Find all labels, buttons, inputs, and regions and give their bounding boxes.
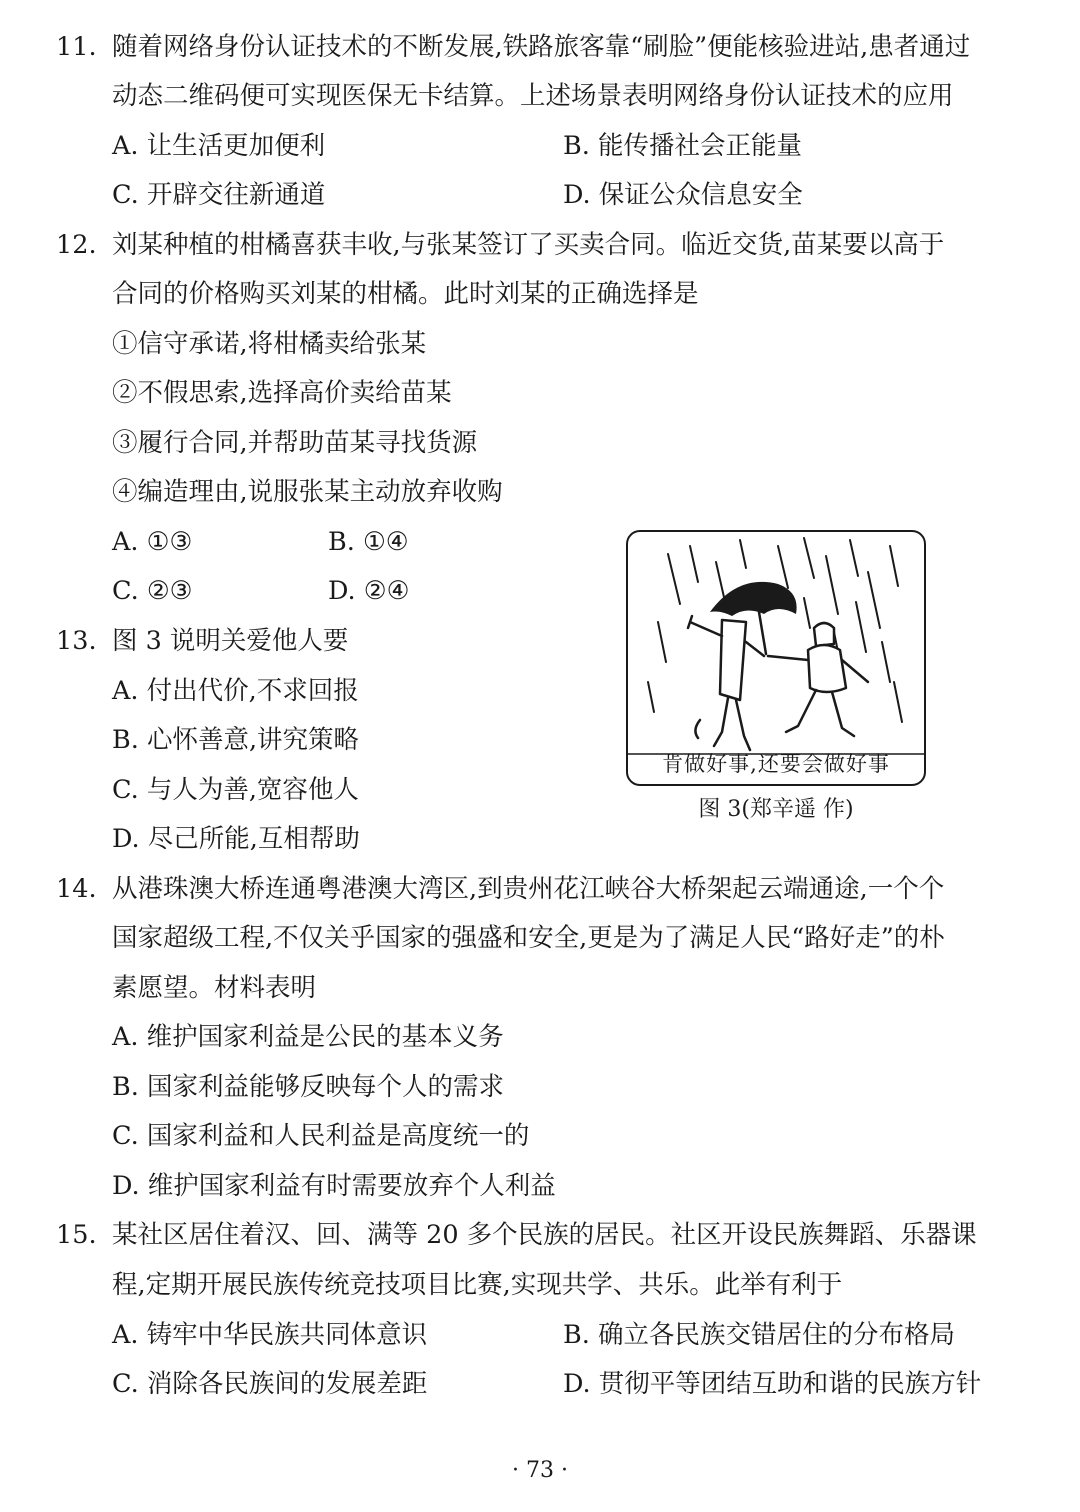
option-b: B. 能传播社会正能量: [563, 131, 802, 161]
option-a: A. 让生活更加便利: [112, 131, 326, 161]
question-stem: 国家超级工程,不仅关乎国家的强盛和安全,更是为了满足人民“路好走”的朴: [112, 923, 945, 953]
figure-3-cartoon: [626, 530, 926, 786]
question-stem: 素愿望。材料表明: [112, 973, 317, 1003]
cartoon-caption: 肯做好事,还要会做好事: [662, 752, 890, 776]
question-number: 12.: [56, 230, 97, 260]
option-c: C. ②③: [112, 576, 193, 606]
option-d: D. 贯彻平等团结互助和谐的民族方针: [563, 1369, 982, 1399]
option-d: D. 维护国家利益有时需要放弃个人利益: [112, 1171, 556, 1201]
option-c: C. 与人为善,宽容他人: [112, 775, 359, 805]
question-stem: 图 3 说明关爱他人要: [112, 626, 349, 656]
question-number: 11.: [56, 32, 97, 62]
statement-item: ②不假思索,选择高价卖给苗某: [112, 378, 452, 408]
option-a: A. 付出代价,不求回报: [112, 676, 359, 706]
question-stem: 动态二维码便可实现医保无卡结算。上述场景表明网络身份认证技术的应用: [112, 81, 954, 111]
option-c: C. 消除各民族间的发展差距: [112, 1369, 428, 1399]
option-b: B. 心怀善意,讲究策略: [112, 725, 360, 755]
question-stem: 合同的价格购买刘某的柑橘。此时刘某的正确选择是: [112, 279, 699, 309]
question-stem: 刘某种植的柑橘喜获丰收,与张某签订了买卖合同。临近交货,苗某要以高于: [112, 230, 945, 260]
page-number: · 73 ·: [512, 1458, 568, 1483]
cartoon-drawing: [628, 532, 924, 784]
option-b: B. 确立各民族交错居住的分布格局: [563, 1320, 955, 1350]
option-c: C. 开辟交往新通道: [112, 180, 326, 210]
option-a: A. 铸牢中华民族共同体意识: [112, 1320, 428, 1350]
question-stem: 随着网络身份认证技术的不断发展,铁路旅客靠“刷脸”便能核验进站,患者通过: [112, 32, 971, 62]
option-a: A. ①③: [112, 527, 193, 557]
option-d: D. 尽己所能,互相帮助: [112, 824, 360, 854]
question-number: 13.: [56, 626, 97, 656]
question-number: 14.: [56, 874, 97, 904]
option-b: B. ①④: [328, 527, 409, 557]
question-number: 15.: [56, 1220, 97, 1250]
option-c: C. 国家利益和人民利益是高度统一的: [112, 1121, 530, 1151]
statement-item: ③履行合同,并帮助苗某寻找货源: [112, 428, 478, 458]
statement-item: ④编造理由,说服张某主动放弃收购: [112, 477, 503, 507]
option-d: D. 保证公众信息安全: [563, 180, 803, 210]
question-stem: 某社区居住着汉、回、满等 20 多个民族的居民。社区开设民族舞蹈、乐器课: [112, 1220, 977, 1250]
statement-item: ①信守承诺,将柑橘卖给张某: [112, 329, 427, 359]
option-b: B. 国家利益能够反映每个人的需求: [112, 1072, 504, 1102]
figure-caption: 图 3(郑辛遥 作): [698, 797, 854, 822]
option-d: D. ②④: [328, 576, 410, 606]
option-a: A. 维护国家利益是公民的基本义务: [112, 1022, 504, 1052]
question-stem: 程,定期开展民族传统竞技项目比赛,实现共学、共乐。此举有利于: [112, 1270, 843, 1300]
question-stem: 从港珠澳大桥连通粤港澳大湾区,到贵州花江峡谷大桥架起云端通途,一个个: [112, 874, 945, 904]
